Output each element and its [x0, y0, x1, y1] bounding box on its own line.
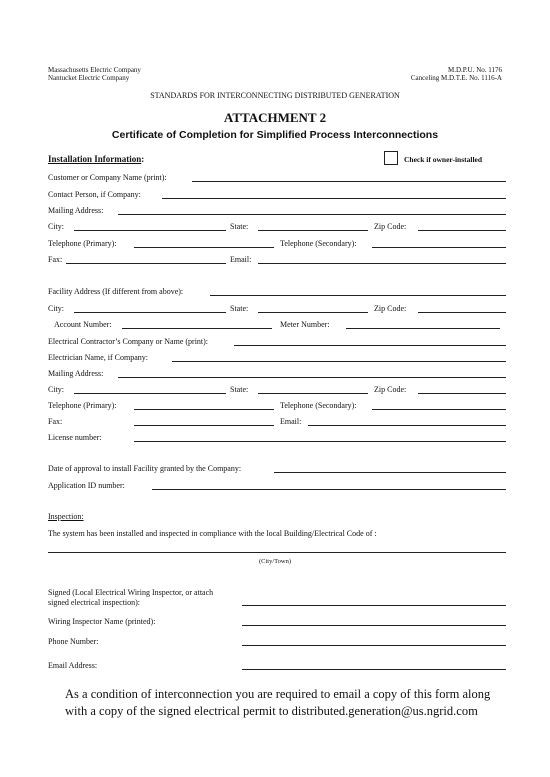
contractor-state-label: State:	[230, 385, 249, 394]
zip-label: Zip Code:	[374, 222, 407, 231]
inspection-heading: Inspection:	[48, 512, 84, 521]
owner-installed-label: Check if owner-installed	[404, 155, 483, 164]
contact-person-label: Contact Person, if Company:	[48, 190, 141, 199]
contractor-fax-label: Fax:	[48, 417, 63, 426]
contractor-email-label: Email:	[280, 417, 302, 426]
city-town-field[interactable]	[48, 552, 506, 553]
facility-zip-label: Zip Code:	[374, 304, 407, 313]
contractor-mailing-field[interactable]	[118, 377, 506, 378]
contractor-tel-secondary-label: Telephone (Secondary):	[280, 401, 357, 410]
approval-date-field[interactable]	[274, 472, 506, 473]
tel-secondary-label: Telephone (Secondary):	[280, 239, 357, 248]
state-field[interactable]	[258, 230, 368, 231]
footer-note-line2: with a copy of the signed electrical permit to distributed.generation@us.ngrid.com	[65, 704, 478, 718]
facility-city-label: City:	[48, 304, 65, 313]
contractor-email-field[interactable]	[308, 425, 506, 426]
city-town-caption: (City/Town)	[258, 558, 292, 565]
page-title: ATTACHMENT 2	[223, 110, 327, 125]
customer-name-label: Customer or Company Name (print):	[48, 173, 167, 182]
contractor-tel-primary-label: Telephone (Primary):	[48, 401, 117, 410]
inspection-statement: The system has been installed and inspected in compliance with the local Building/Electrical Code of :	[48, 529, 377, 538]
fax-field[interactable]	[66, 263, 226, 264]
license-label: License number:	[48, 433, 102, 442]
customer-name-field[interactable]	[192, 181, 506, 182]
signature-field[interactable]	[242, 605, 506, 606]
contractor-tel-primary-field[interactable]	[134, 409, 274, 410]
contact-person-field[interactable]	[162, 198, 506, 199]
state-label: State:	[230, 222, 249, 231]
phone-label: Phone Number:	[48, 637, 99, 646]
mailing-address-label: Mailing Address:	[48, 206, 104, 215]
tariff-number: M.D.P.U. No. 1176	[448, 66, 502, 74]
email-field[interactable]	[258, 263, 506, 264]
inspector-email-label: Email Address:	[48, 661, 98, 670]
facility-address-field[interactable]	[210, 295, 506, 296]
contractor-city-label: City:	[48, 385, 65, 394]
tel-secondary-field[interactable]	[372, 247, 506, 248]
installation-heading: Installation Information:	[48, 154, 145, 164]
contractor-mailing-label: Mailing Address:	[48, 369, 104, 378]
inspector-name-label: Wiring Inspector Name (printed):	[48, 617, 156, 626]
contractor-city-field[interactable]	[74, 393, 226, 394]
inspector-email-field[interactable]	[242, 669, 506, 670]
zip-field[interactable]	[418, 230, 506, 231]
city-field[interactable]	[74, 230, 226, 231]
electrician-label: Electrician Name, if Company:	[48, 353, 148, 362]
application-id-label: Application ID number:	[48, 481, 125, 490]
footer-note-line1: As a condition of interconnection you are required to email a copy of this form along	[65, 687, 491, 701]
contractor-state-field[interactable]	[258, 393, 368, 394]
mailing-address-field[interactable]	[118, 214, 506, 215]
canceling-tariff: Canceling M.D.T.E. No. 1116-A	[410, 74, 502, 82]
contractor-zip-field[interactable]	[418, 393, 506, 394]
facility-city-field[interactable]	[74, 312, 226, 313]
meter-number-field[interactable]	[346, 328, 500, 329]
owner-installed-checkbox[interactable]	[384, 151, 398, 165]
electrician-field[interactable]	[172, 361, 506, 362]
contractor-tel-secondary-field[interactable]	[372, 409, 506, 410]
contractor-field[interactable]	[234, 345, 506, 346]
signed-label-line2: signed electrical inspection):	[48, 598, 140, 607]
account-number-label: Account Number:	[54, 320, 112, 329]
signed-label-line1: Signed (Local Electrical Wiring Inspector, or attach	[48, 588, 214, 597]
contractor-label: Electrical Contractor’s Company or Name (print):	[48, 337, 209, 346]
tel-primary-label: Telephone (Primary):	[48, 239, 117, 248]
facility-zip-field[interactable]	[418, 312, 506, 313]
standards-heading: STANDARDS FOR INTERCONNECTING DISTRIBUTED GENERATION	[150, 91, 400, 100]
tel-primary-field[interactable]	[134, 247, 274, 248]
facility-address-label: Facility Address (If different from above):	[48, 287, 184, 296]
fax-label: Fax:	[48, 255, 63, 264]
inspector-name-field[interactable]	[242, 625, 506, 626]
application-id-field[interactable]	[152, 489, 506, 490]
phone-field[interactable]	[242, 645, 506, 646]
approval-date-label: Date of approval to install Facility granted by the Company:	[48, 464, 242, 473]
email-label: Email:	[230, 255, 252, 264]
meter-number-label: Meter Number:	[280, 320, 330, 329]
city-label: City:	[48, 222, 65, 231]
facility-state-field[interactable]	[258, 312, 368, 313]
facility-state-label: State:	[230, 304, 249, 313]
account-number-field[interactable]	[122, 328, 272, 329]
company-name-2: Nantucket Electric Company	[48, 74, 130, 82]
license-field[interactable]	[134, 441, 506, 442]
company-name-1: Massachusetts Electric Company	[48, 66, 141, 74]
page-subtitle: Certificate of Completion for Simplified Process Interconnections	[111, 129, 439, 141]
contractor-fax-field[interactable]	[134, 425, 274, 426]
contractor-zip-label: Zip Code:	[374, 385, 407, 394]
